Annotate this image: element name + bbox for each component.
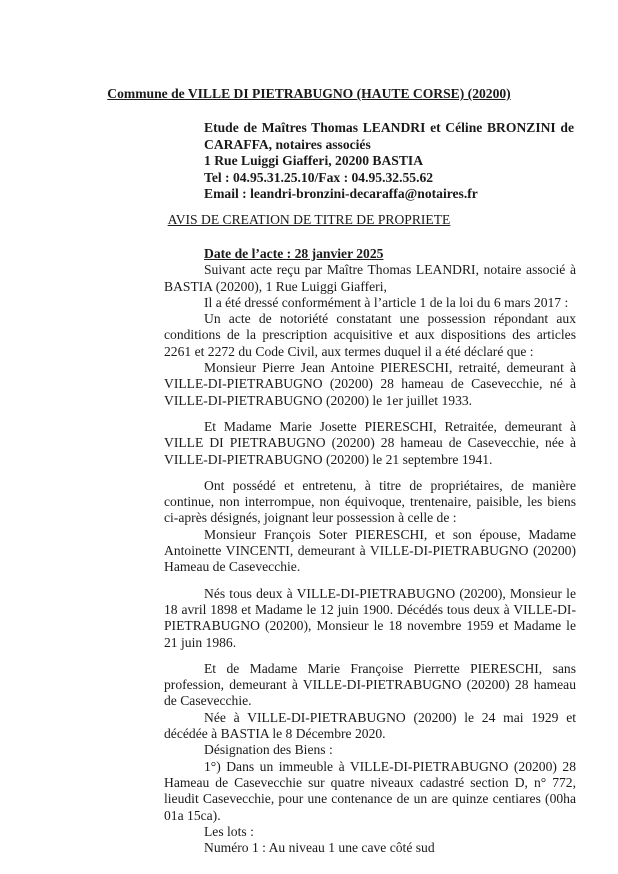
paragraph: Suivant acte reçu par Maître Thomas LEANDRI, notaire associé à BASTIA (20200), 1 Rue Luiggi Giafferi, [164, 262, 576, 294]
notary-office-block [164, 120, 574, 203]
notice-body [164, 246, 576, 856]
act-date-heading: Date de l’acte : 28 janvier 2025 [204, 246, 384, 261]
paragraph: Et de Madame Marie Françoise Pierrette PIERESCHI, sans profession, demeurant à VILLE-DI-PIETRABUGNO (20200) 28 hameau de Casevecchie. [164, 660, 576, 709]
paragraph: Les lots : [204, 823, 254, 839]
paragraph: Née à VILLE-DI-PIETRABUGNO (20200) le 24 mai 1929 et décédée à BASTIA le 8 Décembre 2020. [164, 709, 576, 742]
paragraph: Un acte de notoriété constatant une possession répondant aux conditions de la prescription acquisitive et aux dispositions des articles 2261 et 2272 du Code Civil, aux termes duquel il a été déclaré que : [164, 311, 576, 359]
paragraph: Ont possédé et entretenu, à titre de propriétaires, de manière continue, non interrompue, non équivoque, trentenaire, paisible, les biens ci-après désignés, joignant leur possession à celle de : [164, 477, 576, 526]
notary-address: 1 Rue Luiggi Giafferi, 20200 BASTIA [204, 153, 424, 169]
paragraph: Et Madame Marie Josette PIERESCHI, Retraitée, demeurant à VILLE DI PIETRABUGNO (20200) 28 hameau de Casevecchie, née à VILLE-DI-PIETRABUGNO (20200) le 21 septembre 1941. [164, 418, 576, 467]
paragraph: Monsieur François Soter PIERESCHI, et son épouse, Madame Antoinette VINCENTI, demeurant à VILLE-DI-PIETRABUGNO (20200) Hameau de Casevecchie. [164, 526, 576, 575]
paragraph: Nés tous deux à VILLE-DI-PIETRABUGNO (20200), Monsieur le 18 avril 1898 et Madame le 12 juin 1900. Décédés tous deux à VILLE-DI-PIETRABUGNO (20200), Monsieur le 18 novembre 1959 et Madame le 21 juin 1986. [164, 585, 576, 650]
commune-heading: Commune de VILLE DI PIETRABUGNO (HAUTE CORSE) (20200) [107, 86, 511, 101]
paragraph: 1°) Dans un immeuble à VILLE-DI-PIETRABUGNO (20200) 28 Hameau de Casevecchie sur quatre niveaux cadastré section D, n° 772, lieudit Casevecchie, pour une contenance de un are quinze centiares (00ha 01a 15ca). [164, 758, 576, 823]
notice-title: AVIS DE CREATION DE TITRE DE PROPRIETE [167, 212, 451, 227]
notary-email: Email : leandri-bronzini-decaraffa@notaires.fr [204, 186, 478, 202]
notary-names: Etude de Maîtres Thomas LEANDRI et Céline BRONZINI de CARAFFA, notaires associés [204, 120, 574, 152]
paragraph: Numéro 1 : Au niveau 1 une cave côté sud [204, 840, 435, 856]
paragraph: Monsieur Pierre Jean Antoine PIERESCHI, retraité, demeurant à VILLE-DI-PIETRABUGNO (20200) 28 hameau de Casevecchie, né à VILLE-DI-PIETRABUGNO (20200) le 1er juillet 1933. [164, 360, 576, 408]
paragraph: Il a été dressé conformément à l’article 1 de la loi du 6 mars 2017 : [204, 294, 569, 310]
paragraph: Désignation des Biens : [204, 742, 333, 758]
notary-phone: Tel : 04.95.31.25.10/Fax : 04.95.32.55.62 [204, 169, 434, 185]
